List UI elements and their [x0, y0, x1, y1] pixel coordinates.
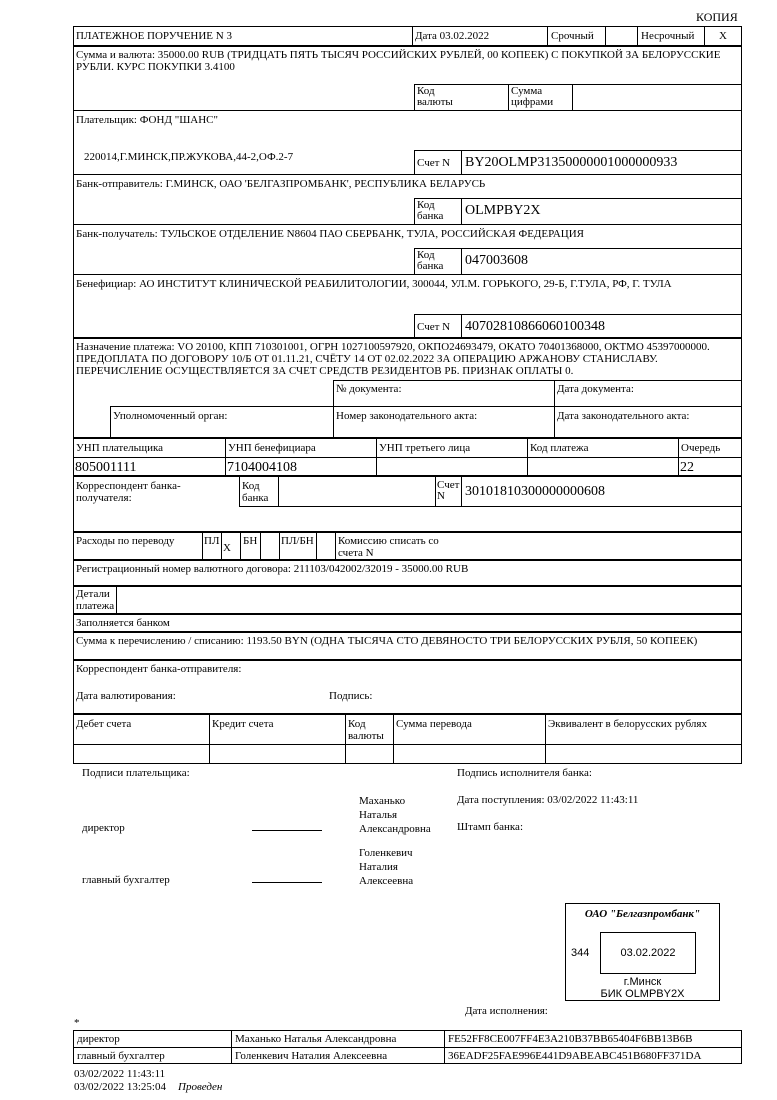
- stamp-city: г.Минск: [623, 976, 662, 988]
- unp-payer-label: УНП плательщика: [76, 442, 164, 454]
- digital-signature-hash: 36EADF25FAE996E441D9ABEABC451B680FF371DA: [448, 1050, 702, 1062]
- amount-text: Сумма и валюта: 35000.00 RUB (ТРИДЦАТЬ ПЯТЬ ТЫСЯЧ РОССИЙСКИХ РУБЛЕЙ, 00 КОПЕЕК) С ПОКУПКОЙ ЗА БЕЛОРУССКИЕ РУБЛИ. КУРС ПОКУПКИ 3.4100: [76, 49, 721, 73]
- expenses-bn: БН: [243, 535, 258, 547]
- digital-signature-role: главный бухгалтер: [77, 1050, 165, 1062]
- credit-label: Кредит счета: [212, 718, 274, 730]
- accountant-label: главный бухгалтер: [82, 874, 170, 886]
- payer-account-label: Счет N: [417, 157, 451, 169]
- currency-code-column: Код валюты: [348, 718, 384, 742]
- expenses-pl: ПЛ: [204, 535, 220, 547]
- sum-digits-label: Сумма цифрами: [511, 85, 554, 108]
- queue-value: 22: [680, 460, 694, 475]
- nonurgent-label: Несрочный: [641, 30, 695, 42]
- registration-number: Регистрационный номер валютного договора: 211103/042002/32019 - 35000.00 RUB: [76, 563, 469, 575]
- stamp-label: Штамп банка:: [457, 821, 523, 833]
- correspondent-account-label: Счет N: [437, 479, 460, 502]
- stamp-number: 344: [571, 947, 590, 959]
- accountant-signature-line: [252, 882, 322, 883]
- transfer-sum: Сумма к перечислению / списанию: 1193.50 BYN (ОДНА ТЫСЯЧА СТО ДЕВЯНОСТО ТРИ БЕЛОРУССКИХ РУБЛЯ, 50 КОПЕЕК): [76, 635, 698, 647]
- law-date-label: Дата законодательного акта:: [557, 410, 690, 422]
- receiver-bank-code-label: Код банка: [417, 249, 444, 272]
- payer-name: Плательщик: ФОНД "ШАНС": [76, 114, 219, 126]
- currency-code-label: Код валюты: [417, 85, 453, 108]
- debit-label: Дебет счета: [76, 718, 132, 730]
- beneficiary-account-label: Счет N: [417, 321, 451, 333]
- execution-date-label: Дата исполнения:: [465, 1005, 548, 1017]
- director-signature-line: [252, 830, 322, 831]
- beneficiary: Бенефициар: АО ИНСТИТУТ КЛИНИЧЕСКОЙ РЕАБИЛИТОЛОГИИ, 300044, УЛ.М. ГОРЬКОГО, 29-Б, Г.ТУЛА, РФ, Г. ТУЛА: [76, 278, 672, 290]
- footer-time-2: 03/02/2022 13:25:04: [74, 1081, 166, 1093]
- unp-payer-value: 805001111: [75, 460, 137, 475]
- nonurgent-mark: X: [719, 30, 727, 42]
- urgent-label: Срочный: [551, 30, 594, 42]
- details-row: [73, 586, 742, 614]
- bank-filled-label: Заполняется банком: [76, 617, 170, 629]
- document-title: ПЛАТЕЖНОЕ ПОРУЧЕНИЕ N 3: [76, 30, 232, 42]
- doc-number-label: № документа:: [336, 383, 402, 395]
- payer-account: BY20OLMP31350000001000000933: [465, 155, 678, 170]
- payment-form-body: [73, 46, 742, 338]
- director-name: Маханько Наталья Александровна: [359, 795, 431, 835]
- payer-address: 220014,Г.МИНСК,ПР.ЖУКОВА,44-2,ОФ.2-7: [84, 151, 294, 163]
- beneficiary-account: 40702810866060100348: [465, 319, 605, 334]
- unp-beneficiary-value: 7104004108: [227, 460, 297, 475]
- received-date: Дата поступления: 03/02/2022 11:43:11: [457, 794, 639, 806]
- expenses-label: Расходы по переводу: [76, 535, 175, 547]
- authority-label: Уполномоченный орган:: [113, 410, 228, 422]
- equivalent-label: Эквивалент в белорусских рублях: [548, 718, 707, 730]
- correspondent-label: Корреспондент банка-получателя:: [76, 480, 181, 504]
- digital-signature-hash: FE52FF8CE007FF4E3A210B37BB65404F6BB13B6B: [448, 1033, 693, 1045]
- law-number-label: Номер законодательного акта:: [336, 410, 478, 422]
- receiver-bank: Банк-получатель: ТУЛЬСКОЕ ОТДЕЛЕНИЕ N8604 ПАО СБЕРБАНК, ТУЛА, РОССИЙСКАЯ ФЕДЕРАЦИЯ: [76, 228, 585, 240]
- unp-beneficiary-label: УНП бенефициара: [228, 442, 316, 454]
- expenses-plbn: ПЛ/БН: [281, 535, 314, 547]
- stamp-bank-name: ОАО "Белгазпромбанк": [584, 908, 701, 920]
- doc-date-label: Дата документа:: [557, 383, 634, 395]
- receiver-bank-code: 047003608: [465, 253, 528, 268]
- bank-filled-row: [73, 614, 742, 632]
- bank-signature-title: Подпись исполнителя банка:: [457, 767, 592, 779]
- signature-label: Подпись:: [329, 690, 373, 702]
- commission-label: Комиссию списать со счета N: [338, 535, 439, 559]
- sender-bank-code: OLMPBY2X: [465, 203, 541, 218]
- payment-purpose: Назначение платежа: VO 20100, КПП 710301001, ОГРН 1027100597920, ОКПО24693479, ОКАТО 70401368000, ОКТМО 45397000000. ПРЕДОПЛАТА ПО ДОГОВОРУ 10/Б ОТ 01.11.21, СЧЁТУ 14 ОТ 02.02.2022 ЗА ОПЕРАЦИЮ АРЖАНОВУ СТАНИСЛАВУ. ПЕРЕЧИСЛЕНИЕ ОСУЩЕСТВЛЯЕТСЯ ЗА СЧЕТ СРЕДСТВ РЕЗИДЕНТОВ РБ. ПРИЗНАК ОПЛАТЫ 0.: [76, 341, 710, 377]
- payer-signatures-title: Подписи плательщика:: [82, 767, 190, 779]
- payment-details-label: Детали платежа: [76, 588, 115, 612]
- expenses-pl-mark: X: [223, 542, 231, 554]
- correspondent-code-label: Код банка: [242, 480, 269, 504]
- stamp-bik: БИК OLMPBY2X: [600, 988, 685, 1000]
- digital-signature-name: Голенкевич Наталия Алексеевна: [235, 1050, 388, 1062]
- sender-correspondent: Корреспондент банка-отправителя:: [76, 663, 242, 675]
- queue-label: Очередь: [681, 442, 721, 454]
- digital-signature-name: Маханько Наталья Александровна: [235, 1033, 397, 1045]
- digital-signature-role: директор: [77, 1033, 120, 1045]
- stamp-date: 03.02.2022: [620, 947, 676, 959]
- asterisk: *: [74, 1017, 80, 1029]
- correspondent-account: 30101810300000000608: [465, 484, 605, 499]
- unp-third-party-label: УНП третьего лица: [379, 442, 471, 454]
- payment-code-label: Код платежа: [530, 442, 589, 454]
- sender-bank: Банк-отправитель: Г.МИНСК, ОАО 'БЕЛГАЗПРОМБАНК', РЕСПУБЛИКА БЕЛАРУСЬ: [76, 178, 486, 190]
- accountant-name: Голенкевич Наталия Алексеевна: [359, 847, 414, 887]
- sender-bank-code-label: Код банка: [417, 199, 444, 222]
- director-label: директор: [82, 822, 125, 834]
- transfer-amount-label: Сумма перевода: [396, 718, 472, 730]
- value-date-label: Дата валютирования:: [76, 690, 176, 702]
- document-date: Дата 03.02.2022: [415, 30, 490, 42]
- copy-label: КОПИЯ: [696, 10, 738, 24]
- footer-status: Проведен: [178, 1081, 223, 1093]
- footer-time-1: 03/02/2022 11:43:11: [74, 1068, 166, 1080]
